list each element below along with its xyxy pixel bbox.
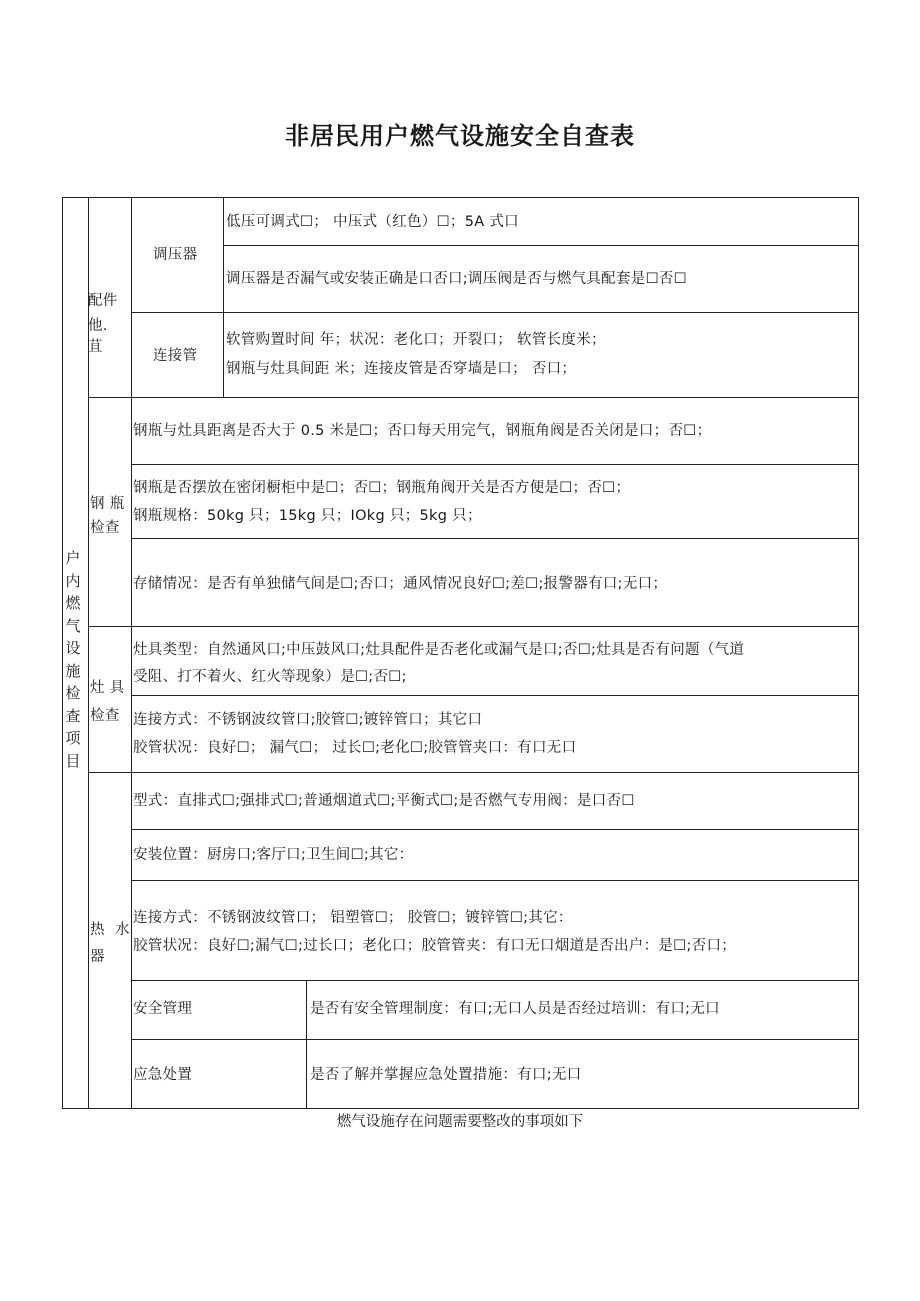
- cylinder-row-3: 存储情况：是否有单独储气间是☐;否口；通风情况良好☐;差☐;报警器有口;无口；: [133, 576, 668, 592]
- water-heater-label: 器: [90, 949, 105, 965]
- stove-row-2-line-1: 连接方式：不锈钢波纹管口;胶管☐;镀锌管口；其它口: [133, 712, 483, 728]
- grid-line: [131, 880, 859, 881]
- fittings-label: 配件: [88, 293, 118, 309]
- grid-line: [131, 538, 859, 539]
- hose-line-1: 软管购置时间 年；状况：老化口；开裂口； 软管长度米；: [226, 332, 606, 348]
- grid-line: [88, 397, 859, 398]
- grid-line: [306, 980, 307, 1108]
- water-heater-label: 热: [90, 922, 105, 938]
- grid-line: [131, 829, 859, 830]
- water-heater-row-2: 安装位置：厨房口;客厅口;卫生间☐;其它：: [133, 847, 414, 863]
- section-label: 户 内 燃 气 设 施 检 查 项 目: [65, 549, 81, 770]
- water-heater-row-3-line-2: 胶管状况：良好☐;漏气☐;过长口；老化口；胶管管夹：有口无口烟道是否出户：是☐;否口；: [133, 938, 737, 954]
- footer-note: 燃气设施存在问题需要整改的事项如下: [336, 1114, 584, 1130]
- cylinder-row-1: 钢瓶与灶具距离是否大于 0.5 米是☐；否口每天用完气，钢瓶角阀是否关闭是口；否☐；: [133, 423, 712, 439]
- water-heater-label: 水: [115, 922, 130, 938]
- grid-line: [223, 198, 224, 397]
- grid-line: [131, 980, 859, 981]
- grid-line: [88, 772, 859, 773]
- cylinder-label: 钢 瓶: [90, 496, 125, 512]
- water-heater-row-3-line-1: 连接方式：不锈钢波纹管口； 铝塑管☐； 胶管☐；镀锌管☐;其它：: [133, 910, 573, 926]
- grid-line: [131, 464, 859, 465]
- cylinder-row-2-line-2: 钢瓶规格：50kg 只；15kg 只；IOkg 只；5kg 只；: [133, 508, 482, 524]
- page-title: 非居民用户燃气设施安全自查表: [285, 122, 635, 150]
- stove-row-1-line-1: 灶具类型：自然通风口;中压鼓风口;灶具配件是否老化或漏气是口;否☐;灶具是否有问题（气道: [133, 642, 745, 658]
- stove-row-2-line-2: 胶管状况：良好☐； 漏气☐； 过长☐;老化☐;胶管管夹口：有口无口: [133, 740, 577, 756]
- grid-line: [131, 695, 859, 696]
- regulator-line-2: 调压器是否漏气或安装正确是口否口;调压阀是否与燃气具配套是☐否☐: [226, 271, 687, 287]
- emergency-label: 应急处置: [133, 1067, 193, 1083]
- grid-line: [223, 245, 859, 246]
- stove-row-1-line-2: 受阻、打不着火、红火等现象）是☐;否☐;: [133, 669, 407, 685]
- grid-line: [131, 1039, 859, 1040]
- hose-line-2: 钢瓶与灶具间距 米；连接皮管是否穿墙是口； 否口；: [226, 361, 577, 377]
- cylinder-label: 检查: [90, 520, 120, 536]
- fittings-note: 苴: [88, 339, 103, 355]
- grid-line: [88, 626, 859, 627]
- regulator-label: 调压器: [153, 247, 198, 263]
- stove-label: 灶 具: [90, 680, 125, 696]
- cylinder-row-2-line-1: 钢瓶是否摆放在密闭橱柜中是☐；否☐；钢瓶角阀开关是否方便是☐；否☐；: [133, 480, 631, 496]
- fittings-note: 他.: [88, 318, 108, 334]
- grid-line: [131, 198, 132, 1108]
- safety-label: 安全管理: [133, 1001, 193, 1017]
- hose-label: 连接管: [153, 348, 198, 364]
- regulator-line-1: 低压可调式☐； 中压式（红色）☐；5A 式口: [226, 214, 519, 230]
- emergency-text: 是否了解并掌握应急处置措施：有口;无口: [310, 1067, 582, 1083]
- safety-text: 是否有安全管理制度：有口;无口人员是否经过培训：有口;无口: [310, 1001, 720, 1017]
- grid-line: [131, 312, 859, 313]
- stove-label: 检查: [90, 708, 120, 724]
- water-heater-row-1: 型式：直排式☐;强排式☐;普通烟道式☐;平衡式☐;是否燃气专用阀：是口否☐: [133, 793, 635, 809]
